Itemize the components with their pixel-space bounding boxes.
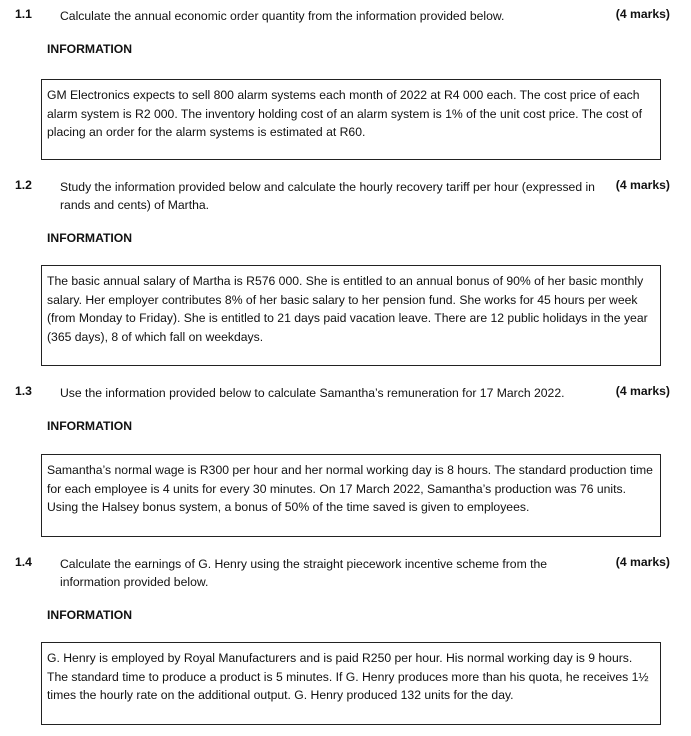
- question-number: 1.3: [15, 384, 32, 398]
- marks-label: (4 marks): [615, 178, 670, 192]
- question-text: Study the information provided below and calculate the hourly recovery tariff per hour (expressed in rands and cents) of Martha.: [60, 180, 595, 212]
- marks-label: (4 marks): [615, 384, 670, 398]
- question-text: Calculate the earnings of G. Henry using the straight piecework incentive scheme from the information provided below.: [60, 557, 548, 589]
- information-box: G. Henry is employed by Royal Manufacturers and is paid R250 per hour. His normal working day is 9 hours. The standard time to produce a product is 5 minutes. If G. Henry produces more than his quota, he receives 1½ times the hourly rate on the additional output. G. Henry produced 132 units for the day.: [41, 642, 661, 725]
- information-heading: INFORMATION: [47, 608, 133, 622]
- information-heading: INFORMATION: [47, 42, 133, 56]
- marks-label: (4 marks): [615, 7, 670, 21]
- question-text: Calculate the annual economic order quantity from the information provided below.: [60, 9, 505, 23]
- information-box: Samantha’s normal wage is R300 per hour and her normal working day is 8 hours. The standard production time for each employee is 4 units for every 30 minutes. On 17 March 2022, Samantha’s production was 76 units. Using the Halsey bonus system, a bonus of 50% of the time saved is given to employees.: [41, 454, 661, 537]
- marks-label: (4 marks): [615, 555, 670, 569]
- information-box: The basic annual salary of Martha is R576 000. She is entitled to an annual bonus of 90% of her basic monthly salary. Her employer contributes 8% of her basic salary to her pension fund. She works for 45 hours per week (from Monday to Friday). She is entitled to 21 days paid vacation leave. There are 12 public holidays in the year (365 days), 8 of which fall on weekdays.: [41, 265, 661, 366]
- information-heading: INFORMATION: [47, 231, 133, 245]
- information-box: GM Electronics expects to sell 800 alarm systems each month of 2022 at R4 000 each. The cost price of each alarm system is R2 000. The inventory holding cost of an alarm system is 1% of the unit cost price. The cost of placing an order for the alarm systems is estimated at R60.: [41, 79, 661, 160]
- question-number: 1.4: [15, 555, 32, 569]
- question-text: Use the information provided below to calculate Samantha’s remuneration for 17 March 2022.: [60, 386, 565, 400]
- question-number: 1.1: [15, 7, 32, 21]
- information-heading: INFORMATION: [47, 419, 133, 433]
- question-number: 1.2: [15, 178, 32, 192]
